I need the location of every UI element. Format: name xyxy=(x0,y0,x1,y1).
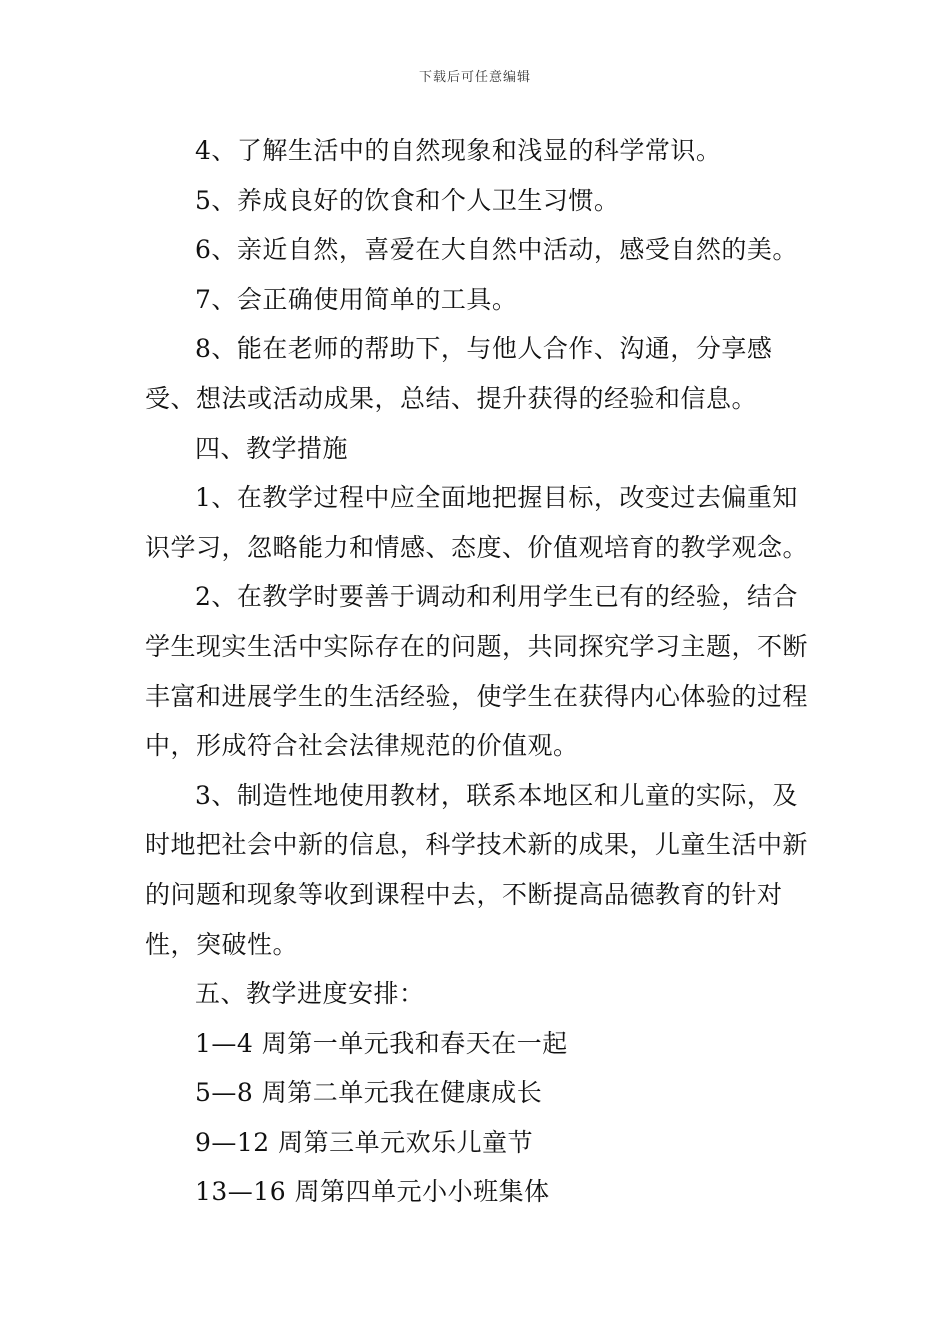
measure-item-2: 2、在教学时要善于调动和利用学生已有的经验，结合学生现实生活中实际存在的问题，共同探究学习主题，不断丰富和进展学生的生活经验，使学生在获得内心体验的过程中，形成符合社会法律规范的价值观。 xyxy=(145,582,809,761)
schedule-item-2: 5—8 周第二单元我在健康成长 xyxy=(195,1078,543,1108)
section-heading-teaching-measures: 四、教学措施 xyxy=(195,433,349,463)
paragraph-item-8: 8、能在老师的帮助下，与他人合作、沟通，分享感受、想法或活动成果，总结、提升获得的经验和信息。 xyxy=(145,334,773,413)
paragraph-item-5: 5、养成良好的饮食和个人卫生习惯。 xyxy=(195,185,620,215)
paragraph-item-6: 6、亲近自然，喜爱在大自然中活动，感受自然的美。 xyxy=(195,235,798,265)
measure-item-1: 1、在教学过程中应全面地把握目标，改变过去偏重知识学习，忽略能力和情感、态度、价值观培育的教学观念。 xyxy=(145,483,809,562)
header-note: 下载后可任意编辑 xyxy=(418,70,531,85)
schedule-item-4: 13—16 周第四单元小小班集体 xyxy=(195,1177,550,1207)
measure-item-3: 3、制造性地使用教材，联系本地区和儿童的实际，及时地把社会中新的信息，科学技术新的成果，儿童生活中新的问题和现象等收到课程中去，不断提高品德教育的针对性，突破性。 xyxy=(145,780,809,959)
schedule-item-1: 1—4 周第一单元我和春天在一起 xyxy=(195,1028,568,1058)
document-body xyxy=(145,126,810,1217)
paragraph-item-7: 7、会正确使用简单的工具。 xyxy=(195,284,518,314)
paragraph-item-4: 4、了解生活中的自然现象和浅显的科学常识。 xyxy=(195,136,722,165)
schedule-item-3: 9—12 周第三单元欢乐儿童节 xyxy=(195,1127,534,1157)
section-heading-schedule: 五、教学进度安排： xyxy=(195,979,425,1009)
